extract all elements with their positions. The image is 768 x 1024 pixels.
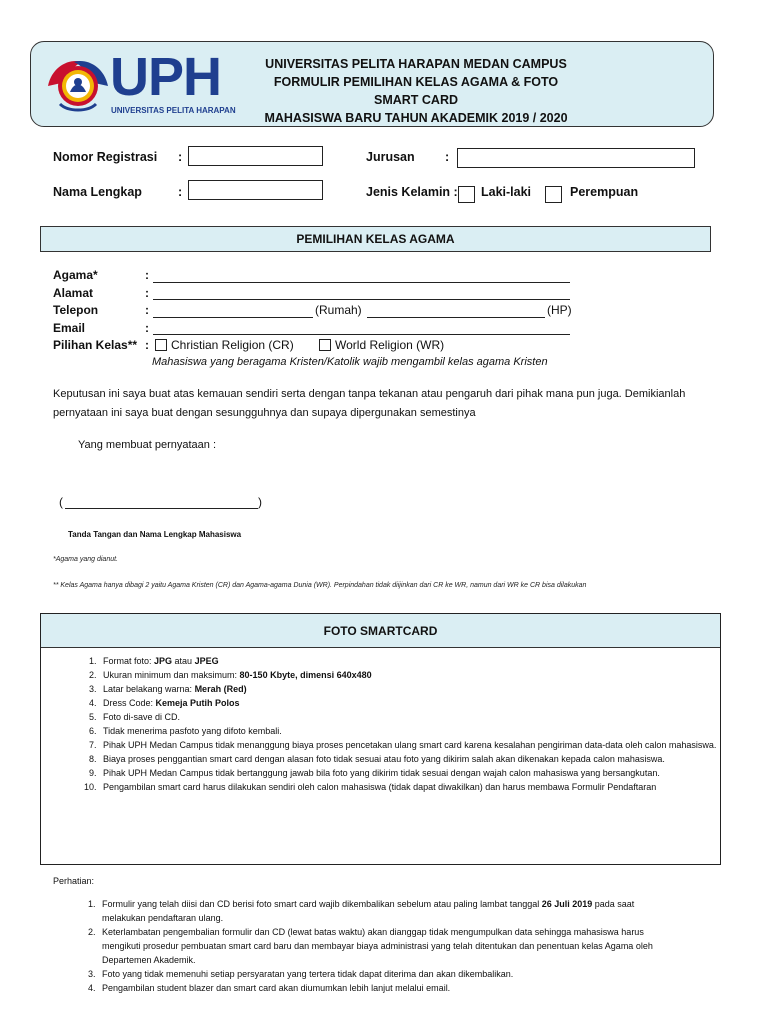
list-item: [98, 897, 660, 925]
list-item-pre: Pihak UPH Medan Campus tidak menanggung biaya proses pencetakan ulang smart card karena kesalahan pengiriman data-data oleh calon mahasiswa.: [103, 740, 717, 750]
signature-caption: Tanda Tangan dan Nama Lengkap Mahasiswa: [68, 530, 242, 539]
telepon-label: Telepon: [53, 303, 99, 317]
attention-list: [0, 897, 660, 995]
option-wr[interactable]: [319, 338, 444, 352]
list-item: [99, 696, 719, 710]
telepon-rumah-input[interactable]: [153, 317, 313, 318]
list-item: [99, 738, 719, 752]
nama-lengkap-input[interactable]: [188, 180, 323, 200]
list-item-pre: Foto yang tidak memenuhi setiap persyaratan yang tertera tidak dapat diterima dan akan dikembalikan.: [102, 969, 514, 979]
colon: :: [445, 150, 450, 164]
religion-section-header: PEMILIHAN KELAS AGAMA: [40, 226, 711, 252]
title-line-2: FORMULIR PEMILIHAN KELAS AGAMA & FOTO SMART CARD: [273, 75, 559, 107]
list-item: [98, 967, 660, 981]
class-note: Mahasiswa yang beragama Kristen/Katolik wajib mengambil kelas agama Kristen: [152, 356, 548, 368]
colon: :: [145, 286, 149, 300]
list-item: [99, 766, 719, 780]
list-item-pre: Pengambilan smart card harus dilakukan sendiri oleh calon mahasiswa (tidak dapat diwakilkan) dan harus membawa Formulir Pendaftaran: [103, 782, 657, 792]
list-item-pre: Tidak menerima pasfoto yang difoto kembali.: [103, 726, 282, 736]
list-item: [99, 752, 719, 766]
laki-laki-label: Laki-laki: [481, 185, 532, 199]
title-line-3: MAHASISWA BARU TAHUN AKADEMIK 2019 / 2020: [264, 111, 568, 125]
option-cr[interactable]: [155, 338, 294, 352]
nomor-registrasi-input[interactable]: [188, 146, 323, 166]
list-item-pre: Latar belakang warna:: [103, 684, 195, 694]
alamat-input[interactable]: [153, 299, 570, 300]
list-item-pre: Ukuran minimum dan maksimum:: [103, 670, 240, 680]
statement-paragraph: [53, 385, 718, 423]
list-item-bold: JPG: [154, 656, 173, 666]
list-item: [99, 668, 719, 682]
jurusan-label: Jurusan: [366, 150, 415, 164]
uph-logo-subtitle: UNIVERSITAS PELITA HARAPAN: [111, 106, 236, 115]
rumah-label: (Rumah): [315, 303, 362, 317]
list-item: [98, 981, 660, 995]
jurusan-input[interactable]: [457, 148, 695, 168]
list-item-pre: Pihak UPH Medan Campus tidak bertanggung jawab bila foto yang dikirim tidak sesuai dengan wajah calon mahasiswa yang bersangkutan.: [103, 768, 660, 778]
title-line-1: UNIVERSITAS PELITA HARAPAN MEDAN CAMPUS: [265, 57, 567, 71]
nomor-registrasi-label: Nomor Registrasi: [53, 150, 158, 164]
telepon-hp-input[interactable]: [367, 317, 545, 318]
list-item-bold: 80-150 Kbyte, dimensi 640x480: [239, 670, 372, 680]
list-item-pre: Formulir yang telah diisi dan CD berisi foto smart card wajib dikembalikan sebelum atau paling lambat tanggal: [102, 899, 542, 909]
list-item: [98, 925, 660, 967]
list-item-mid: atau: [172, 656, 195, 666]
uph-emblem-icon: [46, 52, 110, 116]
list-item-pre: Keterlambatan pengembalian formulir dan CD (lewat batas waktu) akan dianggap tidak mengumpulkan data sehingga mahasiswa harus mengikuti prosedur pembuatan smart card baru dan membayar biaya administrasi yang telah ditentukan dan penentuan kelas Agama oleh Departemen Akademik.: [102, 927, 653, 965]
colon: :: [145, 268, 149, 282]
list-item-pre: Dress Code:: [103, 698, 156, 708]
list-item-bold2: JPEG: [194, 656, 219, 666]
colon: :: [178, 150, 183, 164]
list-item-bold: Kemeja Putih Polos: [155, 698, 240, 708]
list-item: [99, 682, 719, 696]
colon: :: [178, 185, 183, 199]
smartcard-section: [40, 613, 721, 865]
list-item-post: pada saat melakukan pendaftaran ulang.: [102, 899, 635, 923]
list-item-bold: Merah (Red): [194, 684, 247, 694]
statement-line-1: Keputusan ini saya buat atas kemauan sendiri serta dengan tanpa tekanan atau pengaruh dari pihak mana pun juga. Demikianlah: [53, 388, 686, 400]
signature-close: ): [258, 495, 262, 509]
footnote-2: ** Kelas Agama hanya dibagi 2 yaitu Agama Kristen (CR) dan Agama-agama Dunia (WR). Perpindahan tidak diijinkan dari CR ke WR, namun dari WR ke CR bisa dilakukan: [53, 582, 587, 589]
pilihan-kelas-label: Pilihan Kelas**: [53, 338, 138, 352]
agama-label: Agama*: [53, 268, 98, 282]
colon: :: [145, 303, 149, 317]
hp-label: (HP): [547, 303, 572, 317]
laki-laki-checkbox[interactable]: [458, 186, 475, 203]
list-item-pre: Pengambilan student blazer dan smart card akan diumumkan lebih lanjut melalui email.: [102, 983, 451, 993]
email-input[interactable]: [153, 334, 570, 335]
statement-line-2: pernyataan ini saya buat dengan sesungguhnya dan supaya dipergunakan semestinya: [53, 407, 476, 419]
list-item-pre: Format foto:: [103, 656, 155, 666]
colon: :: [145, 321, 149, 335]
agama-input[interactable]: [153, 282, 570, 283]
list-item-bold: 26 Juli 2019: [541, 899, 593, 909]
list-item: [99, 780, 719, 794]
signature-open: (: [59, 495, 63, 509]
nama-lengkap-label: Nama Lengkap: [53, 185, 142, 199]
list-item: [99, 654, 719, 668]
jenis-kelamin-label: Jenis Kelamin :: [366, 185, 458, 199]
smartcard-requirements: [41, 654, 719, 794]
alamat-label: Alamat: [53, 286, 94, 300]
form-title: [256, 55, 576, 127]
colon: :: [145, 338, 149, 352]
perempuan-label: Perempuan: [570, 185, 639, 199]
perempuan-checkbox[interactable]: [545, 186, 562, 203]
signature-line[interactable]: [65, 508, 258, 509]
list-item-pre: Foto di-save di CD.: [103, 712, 181, 722]
wr-label: World Religion (WR): [335, 338, 445, 352]
list-item: [99, 710, 719, 724]
list-item: [99, 724, 719, 738]
footnote-1: *Agama yang dianut.: [53, 556, 118, 563]
uph-logo-text: UPH: [110, 47, 222, 107]
list-item-pre: Biaya proses penggantian smart card dengan alasan foto tidak sesuai atau foto yang dikirim salah akan dikenakan kepada calon mahasiswa.: [103, 754, 665, 764]
wr-checkbox[interactable]: [319, 339, 331, 351]
smartcard-header: FOTO SMARTCARD: [41, 614, 720, 648]
cr-checkbox[interactable]: [155, 339, 167, 351]
email-label: Email: [53, 321, 86, 335]
attention-title: Perhatian:: [53, 876, 95, 886]
maker-label: Yang membuat pernyataan :: [78, 439, 216, 451]
cr-label: Christian Religion (CR): [171, 338, 294, 352]
